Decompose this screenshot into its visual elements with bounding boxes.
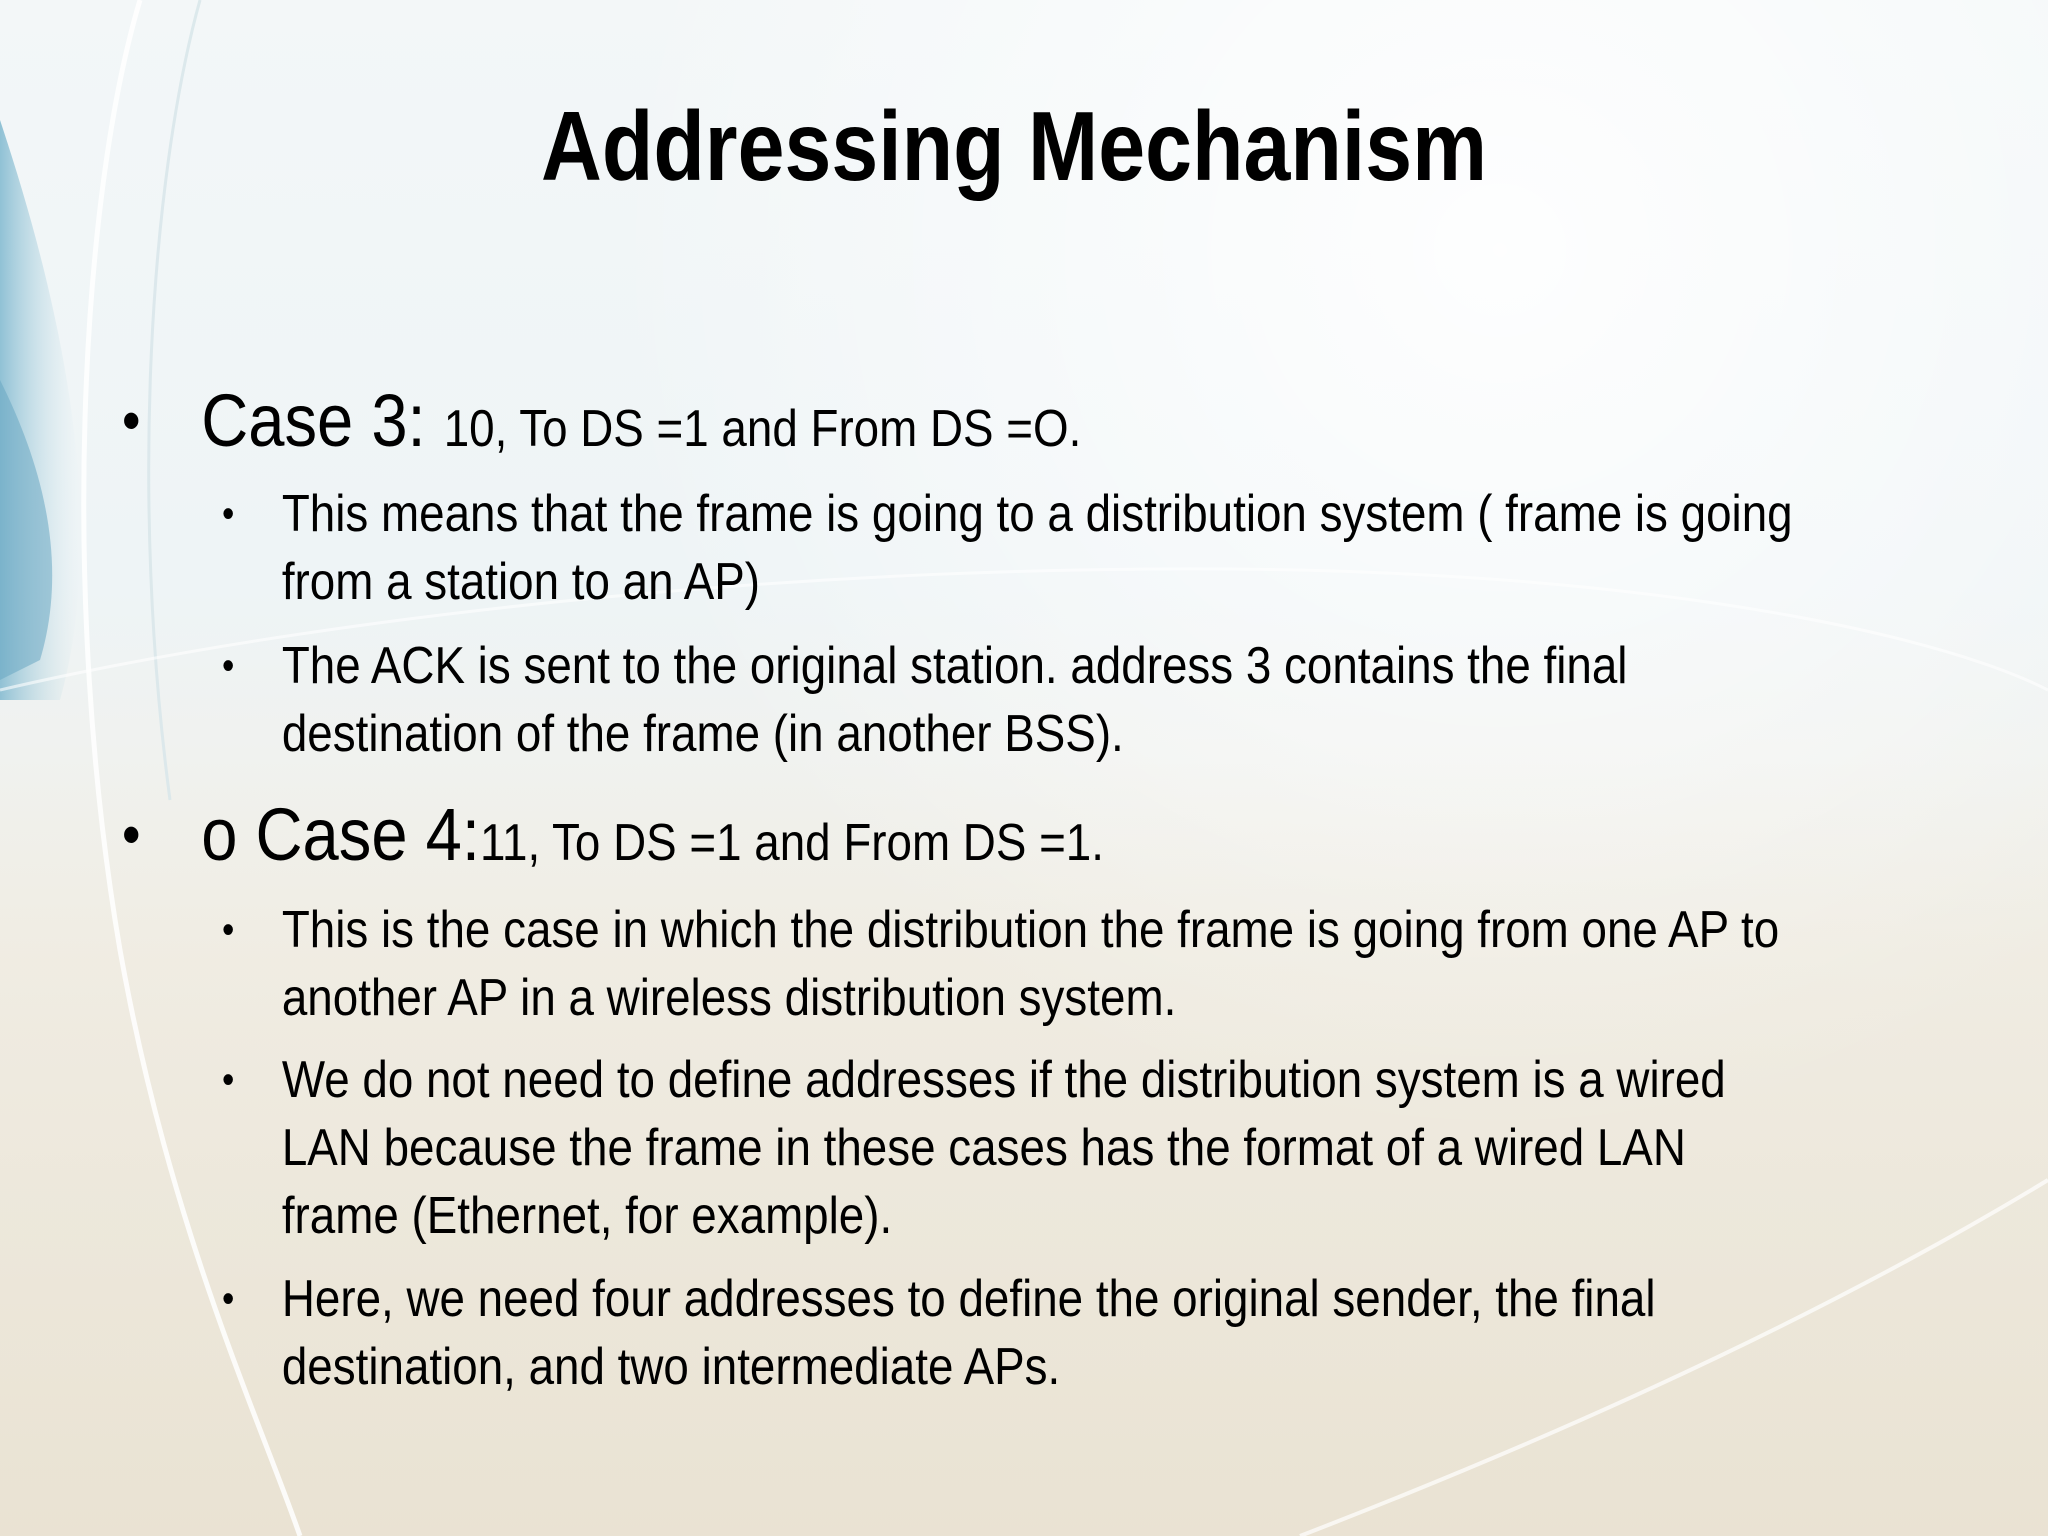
sub-bullet-text: Here, we need four addresses to define the original sender, the final destination, and two intermediate APs. (281, 1270, 1656, 1396)
bullet-glyph: • (222, 1058, 235, 1102)
bullet-detail: 11, To DS =1 and From DS =1. (479, 814, 1104, 872)
bullet-glyph: • (122, 387, 141, 454)
sub-bullet-text: This is the case in which the distribution the frame is going from one AP to another AP in a wireless distribution system. (281, 901, 1780, 1027)
bullet-glyph: • (122, 801, 141, 868)
sub-bullet-text: We do not need to define addresses if the distribution system is a wired LAN because the frame in these cases has the format of a wired LAN frame (Ethernet, for example). (281, 1051, 1726, 1245)
bullet-detail: 10, To DS =1 and From DS =O. (443, 400, 1082, 458)
bullet-glyph: • (222, 644, 235, 688)
slide-title: Addressing Mechanism (540, 91, 1488, 201)
sub-bullet-text: The ACK is sent to the original station. address 3 contains the final destination of the frame (in another BSS). (281, 637, 1628, 763)
bullet-glyph: • (222, 492, 235, 536)
bullet-lead: Case 3: (201, 379, 444, 462)
sub-bullet-text: This means that the frame is going to a distribution system ( frame is going from a station to an AP) (281, 485, 1793, 611)
bullet-glyph: • (222, 908, 235, 952)
bullet-glyph: • (222, 1277, 235, 1321)
bullet-lead: o Case 4: (201, 793, 480, 876)
